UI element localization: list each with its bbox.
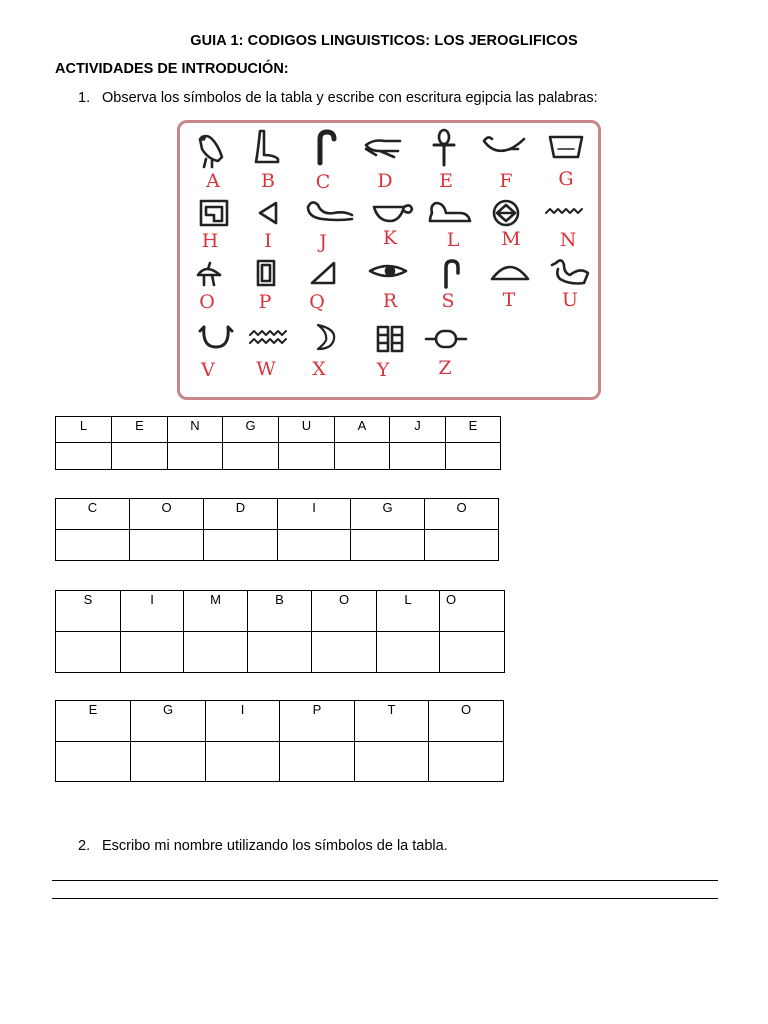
water-glyph-icon (546, 209, 582, 213)
word-letter: J (390, 417, 446, 443)
alphabet-letter: R (382, 290, 398, 312)
alphabet-letter: V (201, 359, 215, 381)
basket-handle-glyph-icon (374, 205, 412, 221)
page-title: GUIA 1: CODIGOS LINGUISTICOS: LOS JEROGLIFICOS (190, 33, 578, 49)
lasso-glyph-icon (198, 263, 220, 285)
word-letter: G (351, 499, 425, 530)
foot-glyph-icon (256, 131, 278, 162)
answer-cell[interactable] (425, 530, 499, 561)
cloth-glyph-icon (446, 261, 458, 287)
word-table-codigo (55, 498, 499, 561)
word-letter: U (279, 417, 335, 443)
answer-cell[interactable] (280, 742, 355, 782)
triangle-reed-glyph-icon (260, 203, 276, 223)
alphabet-letter: I (264, 230, 272, 252)
bread-glyph-icon (492, 267, 528, 279)
alphabet-letter: W (256, 358, 276, 380)
alphabet-letter: L (446, 229, 460, 251)
alphabet-letter: H (201, 230, 219, 252)
answer-cell[interactable] (206, 742, 280, 782)
word-letter: A (335, 417, 390, 443)
alphabet-letter: N (559, 229, 577, 251)
reeds-glyph-icon (378, 327, 402, 351)
word-letter: O (130, 499, 204, 530)
word-letter: O (312, 591, 377, 632)
answer-cell[interactable] (248, 632, 312, 673)
alphabet-letter: K (382, 227, 398, 249)
word-letter: L (56, 417, 112, 443)
word-letter: P (280, 701, 355, 742)
alphabet-letter: J (319, 231, 327, 253)
question-number: 2. (78, 838, 91, 854)
word-letter: E (112, 417, 168, 443)
alphabet-letter: Z (438, 357, 452, 379)
word-letter: B (248, 591, 312, 632)
alphabet-letter: F (499, 170, 513, 192)
word-letter: I (121, 591, 184, 632)
answer-cell[interactable] (440, 632, 505, 673)
ankh-glyph-icon (434, 130, 454, 165)
answer-cell[interactable] (278, 530, 351, 561)
answer-cell[interactable] (355, 742, 429, 782)
hill-slope-glyph-icon (312, 263, 334, 283)
answer-cell[interactable] (131, 742, 206, 782)
alphabet-letter: P (258, 291, 272, 313)
horned-viper-u-glyph-icon (200, 327, 232, 347)
eye-glyph-icon (370, 266, 406, 276)
courtyard-glyph-icon (201, 201, 227, 225)
word-letter: O (440, 591, 505, 632)
quail-chick-glyph-icon (552, 260, 588, 283)
alphabet-letter: Q (309, 291, 325, 313)
answer-cell[interactable] (223, 443, 279, 470)
horned-viper-glyph-icon (484, 137, 524, 150)
basket-glyph-icon (320, 132, 334, 163)
hieroglyph-chart (180, 123, 604, 403)
word-letter: E (446, 417, 501, 443)
hieroglyph-alphabet-table (177, 120, 601, 400)
hand-glyph-icon (366, 141, 400, 158)
word-letter: I (278, 499, 351, 530)
alphabet-letter: A (206, 170, 220, 192)
question-number: 1. (78, 90, 91, 106)
word-letter: G (131, 701, 206, 742)
answer-cell[interactable] (335, 443, 390, 470)
word-letter: M (184, 591, 248, 632)
word-letter: N (168, 417, 223, 443)
answer-cell[interactable] (184, 632, 248, 673)
alphabet-letter: U (561, 289, 579, 311)
answer-cell[interactable] (112, 443, 168, 470)
vulture-glyph-icon (200, 136, 222, 167)
alphabet-letter: C (315, 171, 331, 193)
name-answer-line[interactable] (52, 898, 718, 899)
alphabet-letter: B (261, 170, 275, 192)
answer-cell[interactable] (351, 530, 425, 561)
answer-cell[interactable] (312, 632, 377, 673)
answer-cell[interactable] (446, 443, 501, 470)
cobra-glyph-icon (308, 202, 352, 220)
alphabet-letter: X (312, 358, 326, 380)
answer-cell[interactable] (121, 632, 184, 673)
word-table-egipto (55, 700, 504, 782)
word-table-simbolo (55, 590, 505, 673)
owl-glyph-icon (494, 201, 518, 225)
alphabet-letter: T (502, 289, 516, 311)
word-letter: S (56, 591, 121, 632)
alphabet-letter: Y (376, 359, 390, 381)
answer-cell[interactable] (429, 742, 504, 782)
alphabet-letter: E (439, 170, 453, 192)
lion-glyph-icon (430, 203, 470, 221)
answer-cell[interactable] (56, 530, 130, 561)
answer-cell[interactable] (56, 742, 131, 782)
alphabet-letter: M (501, 228, 521, 250)
word-letter: D (204, 499, 278, 530)
question-text: Escribo mi nombre utilizando los símbolos de la tabla. (102, 838, 448, 854)
word-letter: C (56, 499, 130, 530)
bolt-glyph-icon (426, 331, 466, 347)
answer-cell[interactable] (377, 632, 440, 673)
question-2 (78, 838, 448, 854)
question-text: Observa los símbolos de la tabla y escribe con escritura egipcia las palabras: (102, 90, 598, 106)
word-letter: E (56, 701, 131, 742)
word-letter: I (206, 701, 280, 742)
answer-cell[interactable] (204, 530, 278, 561)
answer-cell[interactable] (56, 632, 121, 673)
answer-cell[interactable] (130, 530, 204, 561)
name-answer-line[interactable] (52, 880, 718, 881)
crescent-glyph-icon (318, 325, 334, 349)
alphabet-letter: O (199, 291, 215, 313)
question-1 (78, 90, 598, 106)
word-letter: T (355, 701, 429, 742)
word-letter: O (425, 499, 499, 530)
word-letter: L (377, 591, 440, 632)
answer-cell[interactable] (168, 443, 223, 470)
stool-glyph-icon (258, 261, 274, 285)
alphabet-letter: G (558, 168, 574, 190)
water-w-glyph-icon (250, 331, 286, 343)
answer-cell[interactable] (56, 443, 112, 470)
word-letter: G (223, 417, 279, 443)
word-letter: O (429, 701, 504, 742)
answer-cell[interactable] (279, 443, 335, 470)
section-heading: ACTIVIDADES DE INTRODUCIÓN: (55, 61, 289, 77)
word-table-lenguaje (55, 416, 501, 470)
alphabet-letter: D (377, 170, 393, 192)
answer-cell[interactable] (390, 443, 446, 470)
pool-glyph-icon (550, 137, 582, 157)
alphabet-letter: S (441, 290, 455, 312)
